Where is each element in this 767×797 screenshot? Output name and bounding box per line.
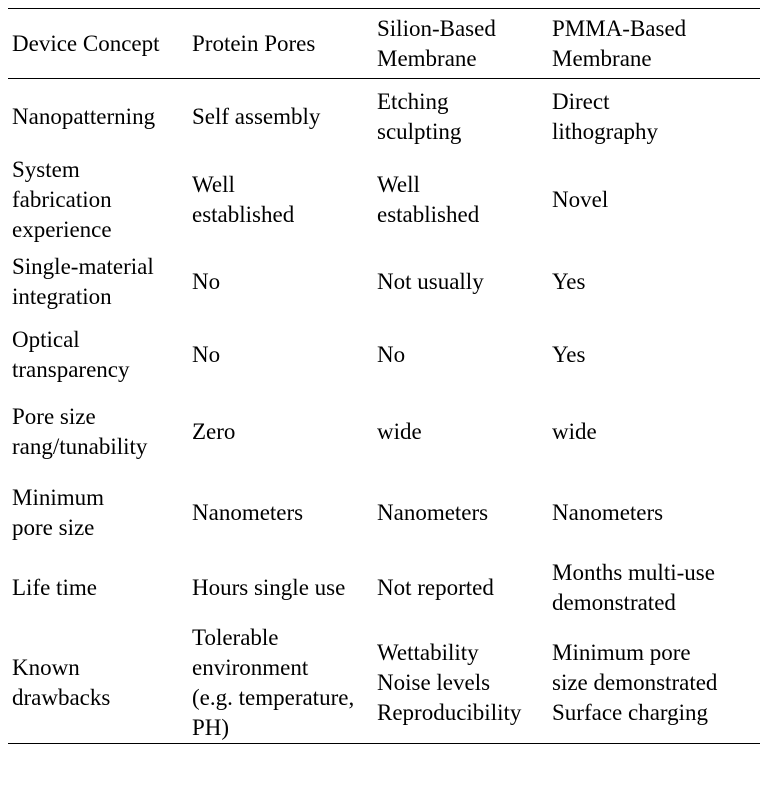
row-label: Single-material integration <box>12 253 154 309</box>
table-row <box>8 319 760 391</box>
row-label: Life time <box>12 574 97 600</box>
header-device-concept: Device Concept <box>8 9 188 79</box>
table-cell: Zero <box>192 418 236 444</box>
table-row <box>8 79 760 155</box>
table-row <box>8 623 760 744</box>
table-row <box>8 391 760 473</box>
table-cell: No <box>192 341 221 367</box>
table-cell: Nanometers <box>552 499 664 525</box>
table-cell: Minimum pore size demonstrated Surface charging <box>548 623 760 744</box>
table-cell: wide <box>552 418 597 444</box>
table-cell: Tolerable environment (e.g. temperature, PH) <box>188 623 373 744</box>
table-cell: Yes <box>552 268 586 294</box>
table-cell: Months multi-use demonstrated <box>552 559 715 615</box>
table-cell: Nanometers <box>192 499 304 525</box>
row-label: Optical transparency <box>12 326 130 382</box>
row-label: Nanopatterning <box>12 103 156 129</box>
table-cell: wide <box>377 418 422 444</box>
table-cell: Nanometers <box>377 499 489 525</box>
comparison-table-container <box>8 8 760 744</box>
header-silicon-membrane: Silion-Based Membrane <box>373 9 548 79</box>
table-cell: Not usually <box>377 268 484 294</box>
table-cell: Self assembly <box>192 103 321 129</box>
table-cell: Novel <box>552 186 609 212</box>
table-cell: Yes <box>552 341 586 367</box>
table-row <box>8 553 760 623</box>
header-protein-pores: Protein Pores <box>188 9 373 79</box>
table-cell: Etching sculpting <box>377 88 462 144</box>
table-cell: No <box>192 268 221 294</box>
table-cell: Well established <box>192 171 295 227</box>
table-cell: Direct lithography <box>552 88 659 144</box>
row-label: Pore size rang/tunability <box>12 403 148 459</box>
header-pmma-membrane: PMMA-Based Membrane <box>548 9 760 79</box>
row-label: Known drawbacks <box>8 623 188 744</box>
table-cell: Hours single use <box>192 574 346 600</box>
table-cell: No <box>377 341 406 367</box>
table-cell: Not reported <box>377 574 494 600</box>
table-cell: Well established <box>377 171 480 227</box>
row-label: System fabrication experience <box>12 156 112 242</box>
comparison-table <box>8 8 760 744</box>
row-label: Minimum pore size <box>12 484 105 540</box>
table-row <box>8 473 760 553</box>
table-row <box>8 245 760 319</box>
table-header-row <box>8 9 760 79</box>
table-row <box>8 155 760 245</box>
table-cell: Wettability Noise levels Reproducibility <box>373 623 548 744</box>
